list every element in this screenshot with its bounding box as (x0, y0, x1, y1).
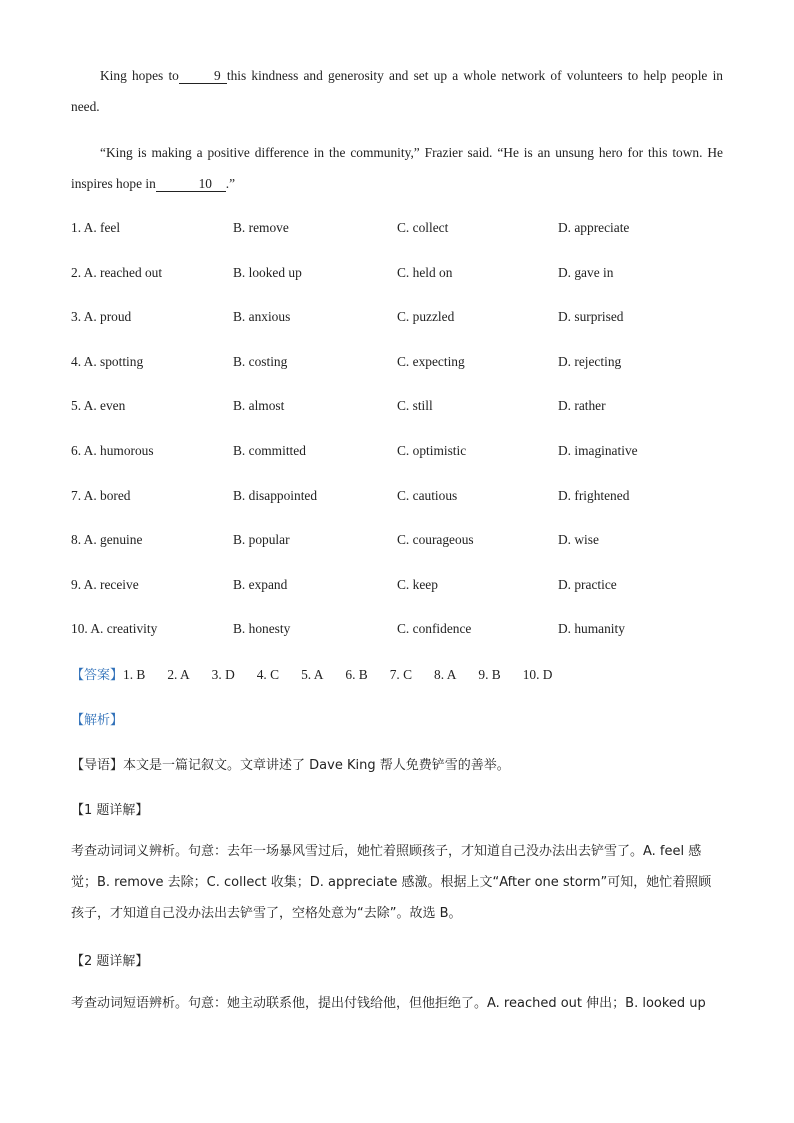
option-a: 9. A. receive (71, 576, 139, 592)
guide-text: 本文是一篇记叙文。文章讲述了 Dave King 帮人免费铲雪的善举。 (123, 758, 510, 773)
option-a: 1. A. feel (71, 220, 121, 235)
option-b: B. popular (233, 532, 290, 548)
option-c: C. optimistic (397, 443, 467, 458)
option-c: C. courageous (397, 532, 474, 548)
option-b: B. looked up (233, 264, 302, 280)
answer-item: 1. B (123, 667, 146, 682)
option-c: C. held on (397, 264, 453, 280)
answer-items (123, 667, 574, 682)
option-a: 5. A. even (71, 398, 126, 414)
answer-line (71, 664, 574, 683)
option-row (71, 354, 723, 374)
option-a: 10. A. creativity (71, 621, 158, 637)
option-row (71, 532, 723, 552)
option-b: B. committed (233, 443, 306, 458)
blank-10: 10 (156, 177, 226, 192)
option-c: C. still (397, 398, 433, 414)
analysis-label: 【解析】 (71, 713, 124, 728)
option-row (71, 398, 723, 418)
answer-item: 7. C (389, 667, 413, 682)
option-c: C. cautious (397, 487, 458, 503)
option-d: D. imaginative (558, 443, 638, 458)
option-d: D. rather (558, 398, 606, 414)
answer-item: 10. D (522, 667, 553, 682)
guide-label: 【导语】 (71, 758, 124, 773)
option-row (71, 443, 723, 463)
option-c: C. confidence (397, 621, 472, 637)
option-b: B. honesty (233, 621, 291, 637)
option-b: B. disappointed (233, 487, 318, 503)
option-row (71, 488, 723, 508)
blank-9: 9 (179, 69, 227, 84)
option-a: 6. A. humorous (71, 443, 154, 458)
answer-item: 5. A (301, 667, 324, 682)
option-row (71, 621, 723, 641)
option-b: B. costing (233, 353, 288, 369)
option-b: B. almost (233, 398, 285, 414)
option-a: 8. A. genuine (71, 532, 143, 548)
option-d: D. surprised (558, 309, 624, 325)
option-d: D. frightened (558, 487, 630, 503)
option-a: 4. A. spotting (71, 353, 144, 369)
option-a: 2. A. reached out (71, 264, 163, 280)
answer-item: 6. B (345, 667, 368, 682)
q2-detail-text: 考查动词短语辨析。句意：她主动联系他，提出付钱给他，但他拒绝了。A. reached out 伸出；B. looked up (71, 996, 706, 1011)
q1-detail-heading: 【1 题详解】 (71, 803, 149, 818)
option-d: D. appreciate (558, 220, 630, 235)
option-a: 3. A. proud (71, 309, 132, 325)
passage-paragraph-1: King hopes to 9 this kindness and generosity and set up a whole network of volunteers to help people in need. (71, 68, 723, 114)
option-row (71, 220, 723, 240)
answer-item: 4. C (256, 667, 280, 682)
option-b: B. expand (233, 576, 288, 592)
passage-paragraph-2: “King is making a positive difference in the community,” Frazier said. “He is an unsung hero for this town. He inspires hope in 10 .” (71, 145, 723, 191)
q1-detail-text: 考查动词词义辨析。句意：去年一场暴风雪过后，她忙着照顾孩子，才知道自己没办法出去铲雪了。A. feel 感觉；B. remove 去除；C. collect 收集；D. appreciate 感激。根据上文“After one storm”可知，她忙着照顾孩子，才知道自己没办法出去铲雪了，空格处意为“去除”。故选 B。 (71, 844, 712, 921)
guide-line (71, 754, 510, 773)
option-c: C. puzzled (397, 309, 455, 325)
answer-item: 8. A (434, 667, 457, 682)
option-row (71, 309, 723, 329)
option-c: C. keep (397, 576, 438, 592)
option-b: B. anxious (233, 309, 291, 325)
option-d: D. humanity (558, 621, 625, 637)
option-row (71, 265, 723, 285)
answer-label: 【答案】 (71, 668, 124, 683)
option-a: 7. A. bored (71, 487, 131, 503)
option-d: D. wise (558, 532, 599, 548)
option-d: D. practice (558, 576, 617, 592)
option-b: B. remove (233, 220, 289, 235)
answer-item: 9. B (478, 667, 501, 682)
option-d: D. rejecting (558, 353, 622, 369)
option-c: C. expecting (397, 353, 465, 369)
option-c: C. collect (397, 220, 449, 235)
option-d: D. gave in (558, 264, 614, 280)
q2-detail-heading: 【2 题详解】 (71, 954, 149, 969)
answer-item: 3. D (211, 667, 235, 682)
option-row (71, 577, 723, 597)
answer-item: 2. A (167, 667, 190, 682)
